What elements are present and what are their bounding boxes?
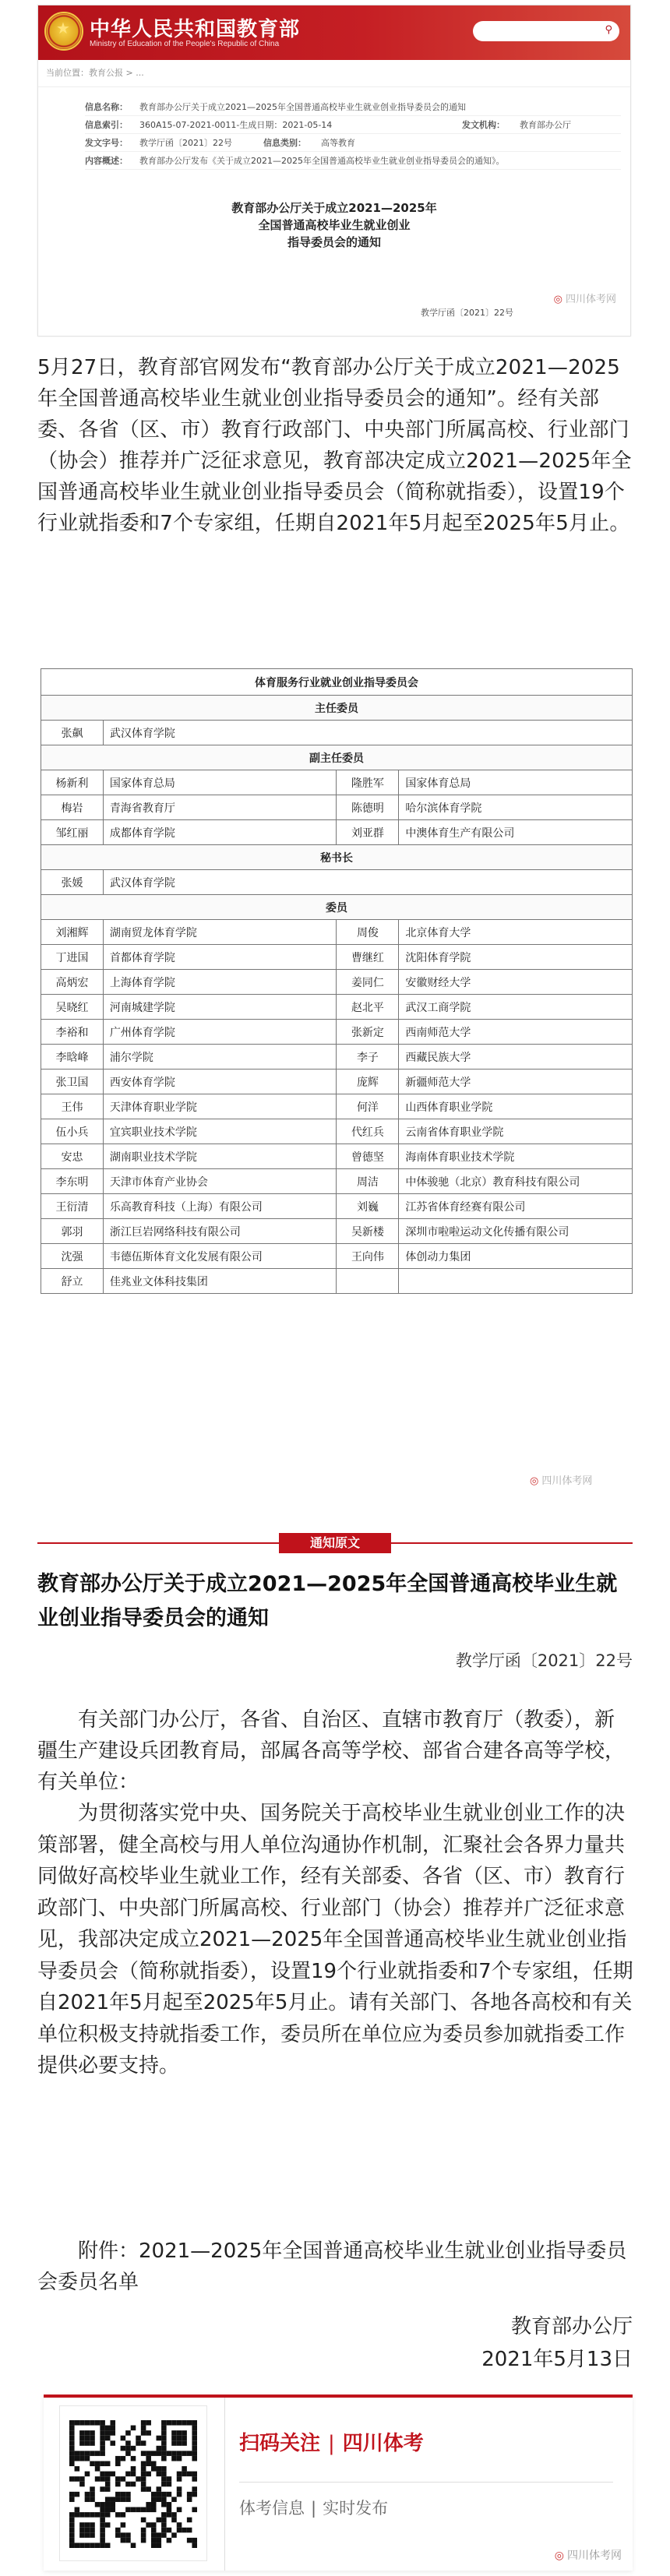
ministry-name-cn: 中华人民共和国教育部 (90, 18, 301, 41)
member-org: 云南省体育职业学院 (399, 1119, 633, 1144)
member-name: 曹继红 (337, 945, 399, 970)
member-org: 中体骏驰（北京）教育科技有限公司 (399, 1169, 633, 1194)
member-org: 西藏民族大学 (399, 1045, 633, 1070)
member-org: 佳兆业文体科技集团 (103, 1269, 337, 1294)
roster-row (41, 1169, 633, 1194)
member-org: 乐高教育科技（上海）有限公司 (103, 1194, 337, 1219)
member-org: 体创动力集团 (399, 1244, 633, 1269)
member-name: 李子 (337, 1045, 399, 1070)
follow-line: 扫码关注 | 四川体考 (239, 2432, 424, 2455)
notice-salutation: 有关部门办公厅，各省、自治区、直辖市教育厅（教委），新疆生产建设兵团教育局，部属各高等学校、部省合建各高等学校，有关单位： (37, 1708, 626, 1794)
meta-summary: 教育部办公厅发布《关于成立2021—2025年全国普通高校毕业生就业创业指导委员会的通知》。 (139, 156, 505, 166)
member-org: 韦德伍斯体育文化发展有限公司 (103, 1244, 337, 1269)
roster-section-secretary: 秘书长 (41, 845, 633, 870)
member-name: 王伟 (41, 1094, 104, 1119)
member-name: 郭羽 (41, 1219, 104, 1244)
roster-row (41, 1194, 633, 1219)
member-name: 陈德明 (337, 795, 399, 820)
member-org: 新疆师范大学 (399, 1070, 633, 1094)
meta-index: 360A15-07-2021-0011-生成日期：2021-05-14 (139, 120, 333, 130)
member-name: 庞辉 (337, 1070, 399, 1094)
account-name: 四川体考 (342, 2432, 424, 2455)
member-org: 山西体育职业学院 (399, 1094, 633, 1119)
breadcrumb[interactable]: 当前位置：教育公报 > ... (38, 60, 630, 87)
follow-card (44, 2395, 633, 2571)
roster-row (41, 1020, 633, 1045)
member-org: 浦尔学院 (103, 1045, 337, 1070)
member-name: 高炳宏 (41, 970, 104, 995)
member-org: 海南体育职业技术学院 (399, 1144, 633, 1169)
signature-org: 教育部办公厅 (510, 2315, 633, 2338)
member-org: 武汉体育学院 (103, 721, 632, 745)
meta-issuer: 教育部办公厅 (520, 120, 571, 130)
member-org: 北京体育大学 (399, 920, 633, 945)
notice-original-tag: 通知原文 (279, 1533, 391, 1553)
member-org: 河南城建学院 (103, 995, 337, 1020)
meta-info-name: 教育部办公厅关于成立2021—2025年全国普通高校毕业生就业创业指导委员会的通知 (139, 102, 466, 112)
member-name: 周俊 (337, 920, 399, 945)
meta-category: 高等教育 (321, 138, 355, 148)
member-name: 伍小兵 (41, 1119, 104, 1144)
notice-doc-number: 教学厅函〔2021〕22号 (455, 1651, 633, 1670)
member-name: 刘湘辉 (41, 920, 104, 945)
site-search-input[interactable] (473, 21, 619, 41)
member-org: 江苏省体育经赛有限公司 (399, 1194, 633, 1219)
roster-section-director: 主任委员 (41, 696, 633, 721)
member-name: 刘巍 (337, 1194, 399, 1219)
wechat-icon: ◎ (554, 2550, 564, 2562)
roster-row (41, 995, 633, 1020)
notice-title: 教育部办公厅关于成立2021—2025年全国普通高校毕业生就业创业指导委员会的通知 (37, 1572, 618, 1630)
roster-row (41, 870, 633, 895)
member-name: 王向伟 (337, 1244, 399, 1269)
watermark: ◎ 四川体考网 (553, 294, 616, 305)
roster-row (41, 770, 633, 795)
signature-date: 2021年5月13日 (481, 2348, 633, 2371)
doc-meta: 信息名称： 教育部办公厅关于成立2021—2025年全国普通高校毕业生就业创业指导委员会的通知 信息索引： 360A15-07-2021-0011-生成日期：2021-05-14 发文机构： 教育部办公厅 发文字号： 教学厅函〔2021〕22号 信息类别： 高等教育 内容概述： 教育部办公厅发布《关于成立2021—2025年全国普通高校毕业生就业创业指导委员会的通知》。 (85, 98, 621, 170)
member-name: 丁进国 (41, 945, 104, 970)
member-org (399, 1269, 633, 1294)
member-name: 李裕和 (41, 1020, 104, 1045)
member-org: 首都体育学院 (103, 945, 337, 970)
member-org: 青海省教育厅 (103, 795, 337, 820)
member-org: 上海体育学院 (103, 970, 337, 995)
roster-section-members: 委员 (41, 895, 633, 920)
member-org: 宜宾职业技术学院 (103, 1119, 337, 1144)
qr-code-icon[interactable] (59, 2405, 207, 2561)
member-name: 安忠 (41, 1144, 104, 1169)
member-org: 成都体育学院 (103, 820, 337, 845)
member-org: 国家体育总局 (103, 770, 337, 795)
roster-row (41, 920, 633, 945)
section-band (37, 1533, 633, 1553)
member-name: 姜同仁 (337, 970, 399, 995)
member-name: 赵北平 (337, 995, 399, 1020)
member-name: 吴晓红 (41, 995, 104, 1020)
roster-row (41, 1269, 633, 1294)
member-name: 王衍清 (41, 1194, 104, 1219)
roster-row (41, 1119, 633, 1144)
tagline: 体考信息 | 实时发布 (239, 2499, 389, 2518)
doc-number: 教学厅函〔2021〕22号 (421, 308, 513, 318)
member-name: 代红兵 (337, 1119, 399, 1144)
search-icon[interactable]: ⚲ (605, 24, 612, 36)
ministry-name-en: Ministry of Education of the People's Republic of China (90, 40, 280, 48)
member-org: 西南师范大学 (399, 1020, 633, 1045)
member-name: 曾德坚 (337, 1144, 399, 1169)
member-name: 张卫国 (41, 1070, 104, 1094)
member-org: 哈尔滨体育学院 (399, 795, 633, 820)
member-name: 吴新楼 (337, 1219, 399, 1244)
member-name: 张飙 (41, 721, 104, 745)
member-org: 沈阳体育学院 (399, 945, 633, 970)
member-name: 周洁 (337, 1169, 399, 1194)
doc-title: 教育部办公厅关于成立2021—2025年 全国普通高校毕业生就业创业 指导委员会的通知 (231, 201, 437, 249)
member-org: 浙江巨岩网络科技有限公司 (103, 1219, 337, 1244)
roster-row (41, 1045, 633, 1070)
committee-roster (41, 668, 633, 1294)
member-org: 武汉工商学院 (399, 995, 633, 1020)
wechat-icon: ◎ (530, 1475, 539, 1487)
member-name: 邹红丽 (41, 820, 104, 845)
member-org: 国家体育总局 (399, 770, 633, 795)
roster-row (41, 1070, 633, 1094)
intro-paragraph: 5月27日，教育部官网发布“教育部办公厅关于成立2021—2025年全国普通高校毕业生就业创业指导委员会的通知”。经有关部委、各省（区、市）教育行政部门、中央部门所属高校、行业部门（协会）推荐并广泛征求意见，教育部决定成立2021—2025年全国普通高校毕业生就业创业指导委员会（简称就指委），设置19个行业就指委和7个专家组，任期自2021年5月起至2025年5月止。 (37, 356, 632, 535)
roster-row (41, 1094, 633, 1119)
member-name: 梅岩 (41, 795, 104, 820)
moe-banner (38, 5, 630, 60)
member-org: 广州体育学院 (103, 1020, 337, 1045)
member-name: 杨新利 (41, 770, 104, 795)
member-org: 湖南职业技术学院 (103, 1144, 337, 1169)
member-name: 刘亚群 (337, 820, 399, 845)
meta-issue-no: 教学厅函〔2021〕22号 (139, 138, 232, 148)
member-name: 李晗峰 (41, 1045, 104, 1070)
watermark: ◎ 四川体考网 (554, 2550, 622, 2562)
member-org: 天津体育职业学院 (103, 1094, 337, 1119)
member-org: 深圳市啦啦运动文化传播有限公司 (399, 1219, 633, 1244)
member-org: 武汉体育学院 (103, 870, 632, 895)
wechat-icon: ◎ (553, 294, 562, 305)
member-org: 安徽财经大学 (399, 970, 633, 995)
notice-attachment[interactable]: 附件：2021—2025年全国普通高校毕业生就业创业指导委员会委员名单 (37, 2239, 627, 2294)
member-name: 沈强 (41, 1244, 104, 1269)
member-name: 何洋 (337, 1094, 399, 1119)
member-org: 天津市体育产业协会 (103, 1169, 337, 1194)
member-name: 李东明 (41, 1169, 104, 1194)
member-name: 张新定 (337, 1020, 399, 1045)
roster-row (41, 721, 633, 745)
roster-row (41, 820, 633, 845)
roster-section-deputy: 副主任委员 (41, 745, 633, 770)
member-name (337, 1269, 399, 1294)
notice-body: 为贯彻落实党中央、国务院关于高校毕业生就业创业工作的决策部署，健全高校与用人单位沟通协作机制，汇聚社会各界力量共同做好高校毕业生就业工作，经有关部委、各省（区、市）教育行政部门、中央部门所属高校、行业部门（协会）推荐并广泛征求意见，我部决定成立2021—2025年全国普通高校毕业生就业创业指导委员会（简称就指委），设置19个行业就指委和7个专家组，任期自2021年5月起至2025年5月止。请有关部门、各地各高校和有关单位积极支持就指委工作，委员所在单位应为委员参加就指委工作提供必要支持。 (37, 1802, 633, 2077)
member-org: 中澳体育生产有限公司 (399, 820, 633, 845)
roster-row (41, 1144, 633, 1169)
moe-page-screenshot (37, 5, 631, 337)
scan-label: 扫码关注 (239, 2432, 321, 2455)
member-name: 张媛 (41, 870, 104, 895)
national-emblem-icon: ★ (44, 12, 83, 51)
roster-row (41, 970, 633, 995)
roster-row (41, 795, 633, 820)
member-org: 西安体育学院 (103, 1070, 337, 1094)
member-name: 舒立 (41, 1269, 104, 1294)
member-name: 隆胜军 (337, 770, 399, 795)
roster-row (41, 1219, 633, 1244)
roster-row (41, 1244, 633, 1269)
roster-title: 体育服务行业就业创业指导委员会 (41, 669, 633, 696)
roster-row (41, 945, 633, 970)
member-org: 湖南贸龙体育学院 (103, 920, 337, 945)
watermark: ◎ 四川体考网 (530, 1475, 593, 1487)
